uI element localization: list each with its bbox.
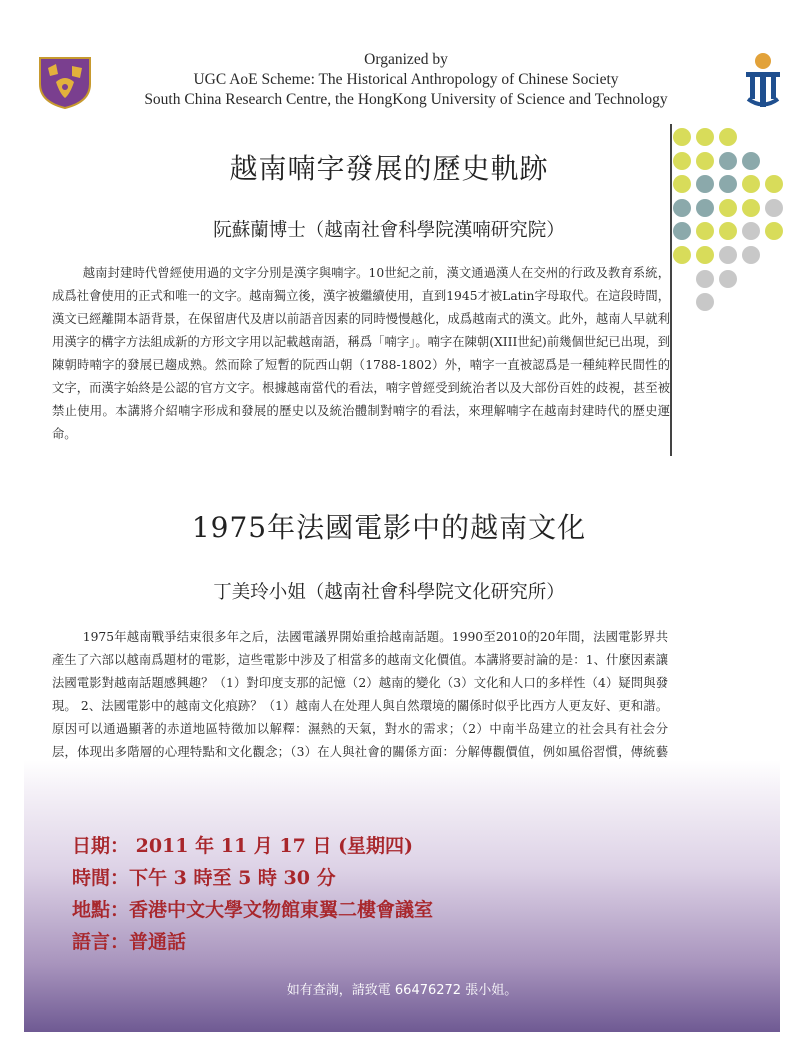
event-language: 語言：普通話 <box>72 931 187 953</box>
cuhk-crest-icon <box>34 54 96 110</box>
talk2-title: 1975年法國電影中的越南文化 <box>191 511 587 544</box>
hkust-logo-icon <box>742 50 784 112</box>
centre-name: South China Research Centre, the HongKong University of Science and Technology <box>144 91 668 108</box>
event-venue: 地點：香港中文大學文物館東翼二樓會議室 <box>72 899 434 921</box>
event-date: 日期： 2011 年 11 月 17 日 (星期四) <box>72 835 414 857</box>
contact-info: 如有查詢，請致電 66476272 張小姐。 <box>286 983 518 998</box>
organized-by-label: Organized by <box>364 51 448 68</box>
talk1-title: 越南喃字發展的歷史軌跡 <box>229 152 549 185</box>
talk2-abstract: 1975年越南戰爭结束很多年之后，法國電議界開始重拾越南話題。1990至2010的20年間，法國電影界共產生了六部以越南爲題材的電影，這些電影中涉及了相當多的越南文化價值。本講將要討論的是：1、什麼因素讓法國電影對越南話題感興趣？（1）對印度支那的記憶（2）越南的變化（3）文化和人口的多样性（4）疑問與發現。 2、法國電影中的越南文化痕跡？（1）越南人在处理人與自然環境的關係时似乎比西方人更友好、更和諧。原因可以通過顯著的赤道地區特徵加以解釋：濕熱的天氣，對水的需求；（2）中南半岛建立的社会具有社会分层，体现出多階層的心理特點和文化觀念；（3）在人與社會的關係方面：分解傳觀價值，例如風俗習慣，傳統藝 <box>52 630 668 759</box>
event-time: 時間：下午 3 時至 5 時 30 分 <box>72 867 336 889</box>
talk2-speaker: 丁美玲小姐（越南社會科學院文化研究所） <box>213 582 565 603</box>
talk1-abstract: 越南封建時代曾經使用過的文字分別是漢字與喃字。10世紀之前，漢文通過漢人在交州的行政及教育系統，成爲社會使用的正式和唯一的文字。越南獨立後，漢字被繼續使用，直到1945才被Latin字母取代。在這段時間，漢文已經離開本語背景，在保留唐代及唐以前語音因素的同時慢慢越化，成爲越南式的漢文。此外，越南人早就利用漢字的構字方法組成新的方形文字用以記載越南語，稱爲「喃字」。喃字在陳朝(XIII世紀)前幾個世紀已出現，到陳朝時喃字的發展已趨成熟。然而除了短暫的阮西山朝（1788-1802）外，喃字一直被認爲是一種純粹民間性的文字，而漢字始終是公認的官方文字。根據越南當代的看法，喃字曾經受到統治者以及大部份百姓的歧視，甚至被禁止使用。本講將介紹喃字形成和發展的歷史以及統治體制對喃字的看法，來理解喃字在越南封建時代的歷史運命。 <box>52 266 670 441</box>
talk1-speaker: 阮蘇蘭博士（越南社會科學院漢喃研究院） <box>213 220 565 241</box>
scheme-name: UGC AoE Scheme: The Historical Anthropology of Chinese Society <box>193 71 619 88</box>
